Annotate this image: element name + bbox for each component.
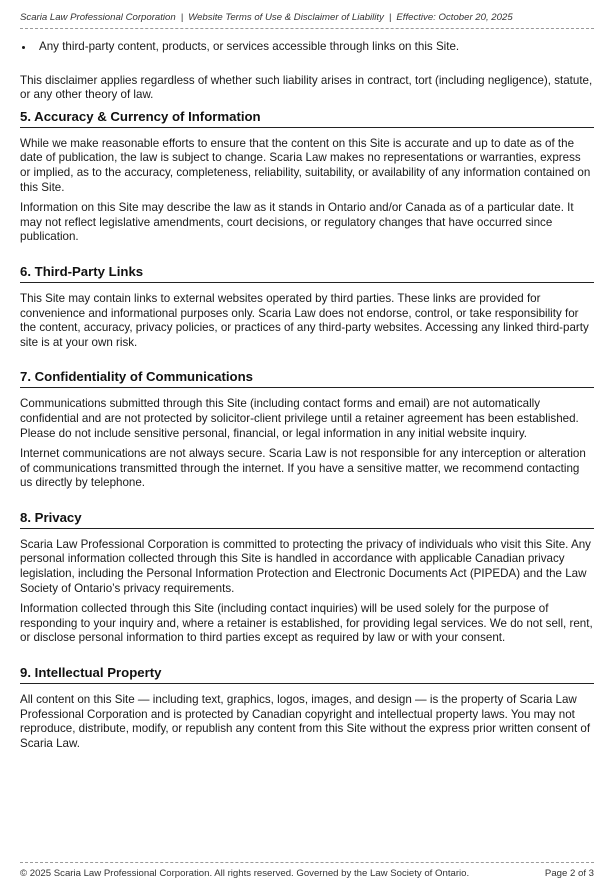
page-footer	[20, 862, 594, 879]
header-separator: |	[180, 12, 184, 23]
section-paragraph: Communications submitted through this Site (including contact forms and email) are not automatically confidential and are not protected by solicitor-client privilege until a retainer agreement has been established. Please do not include sensitive personal, financial, or legal information in any initial website inquiry.	[20, 397, 579, 440]
section-heading: 5. Accuracy & Currency of Information	[20, 109, 594, 128]
section-accuracy	[20, 109, 594, 245]
section-paragraph: Information collected through this Site (including contact inquiries) will be used solely for the purpose of responding to your inquiry and, where a retainer is established, for providing legal services. We do not sell, rent, or disclose personal information to third parties except as required by law or with your consent.	[20, 602, 593, 645]
footer-copyright: © 2025 Scaria Law Professional Corporation. All rights reserved. Governed by the Law Society of Ontario.	[20, 868, 470, 879]
page-number: Page 2 of 3	[544, 868, 594, 879]
section-paragraph: Information on this Site may describe the law as it stands in Ontario and/or Canada as of a particular date. It may not reflect legislative amendments, court decisions, or regulatory changes that have occurred since publication.	[20, 201, 574, 244]
section-heading: 9. Intellectual Property	[20, 665, 594, 684]
section-paragraph: While we make reasonable efforts to ensure that the content on this Site is accurate and up to date as of the date of publication, the law is subject to change. Scaria Law makes no representations or warranties, express or implied, as to the accuracy, completeness, reliability, suitability, or availability of any information contained on this Site.	[20, 136, 591, 194]
header-doc-title: Website Terms of Use & Disclaimer of Liability	[188, 12, 384, 23]
header-effective-date: Effective: October 20, 2025	[396, 12, 513, 23]
page-header	[20, 12, 594, 29]
section-privacy	[20, 510, 594, 646]
list-item: • Any third-party content, products, or services accessible through links on this Site.	[35, 40, 594, 55]
section-heading: 8. Privacy	[20, 510, 594, 529]
section-paragraph: Scaria Law Professional Corporation is committed to protecting the privacy of individuals who visit this Site. Any personal information collected through this Site is handled in accordance with applicable Canadian privacy legislation, including the Personal Information Protection and Electronic Documents Act (PIPEDA) and the Law Society of Ontario’s privacy requirements.	[20, 537, 591, 595]
section-heading: 7. Confidentiality of Communications	[20, 369, 594, 388]
bullet-list	[20, 40, 594, 55]
section-paragraph: Internet communications are not always secure. Scaria Law is not responsible for any interception or alteration of communications transmitted through the internet. If you have a sensitive matter, we recommend contacting us directly by telephone.	[20, 447, 586, 490]
intro-paragraph: This disclaimer applies regardless of whether such liability arises in contract, tort (including negligence), statute, or any other theory of law.	[20, 73, 593, 102]
section-paragraph: This Site may contain links to external websites operated by third parties. These links are provided for convenience and informational purposes only. Scaria Law does not endorse, control, or take responsibility for the content, accuracy, privacy policies, or practices of any third-party websites. Accessing any linked third-party site is at your own risk.	[20, 291, 589, 349]
section-confidentiality	[20, 369, 594, 491]
section-heading: 6. Third-Party Links	[20, 264, 594, 283]
header-company: Scaria Law Professional Corporation	[20, 12, 176, 23]
document-body	[20, 40, 594, 757]
header-separator: |	[388, 12, 392, 23]
section-third-party-links	[20, 264, 594, 350]
section-intellectual-property	[20, 665, 594, 751]
section-paragraph: All content on this Site — including text, graphics, logos, images, and design — is the property of Scaria Law Professional Corporation and is protected by Canadian copyright and intellectual property laws. You may not reproduce, distribute, modify, or republish any content from this Site without the express prior written consent of Scaria Law.	[20, 693, 591, 750]
